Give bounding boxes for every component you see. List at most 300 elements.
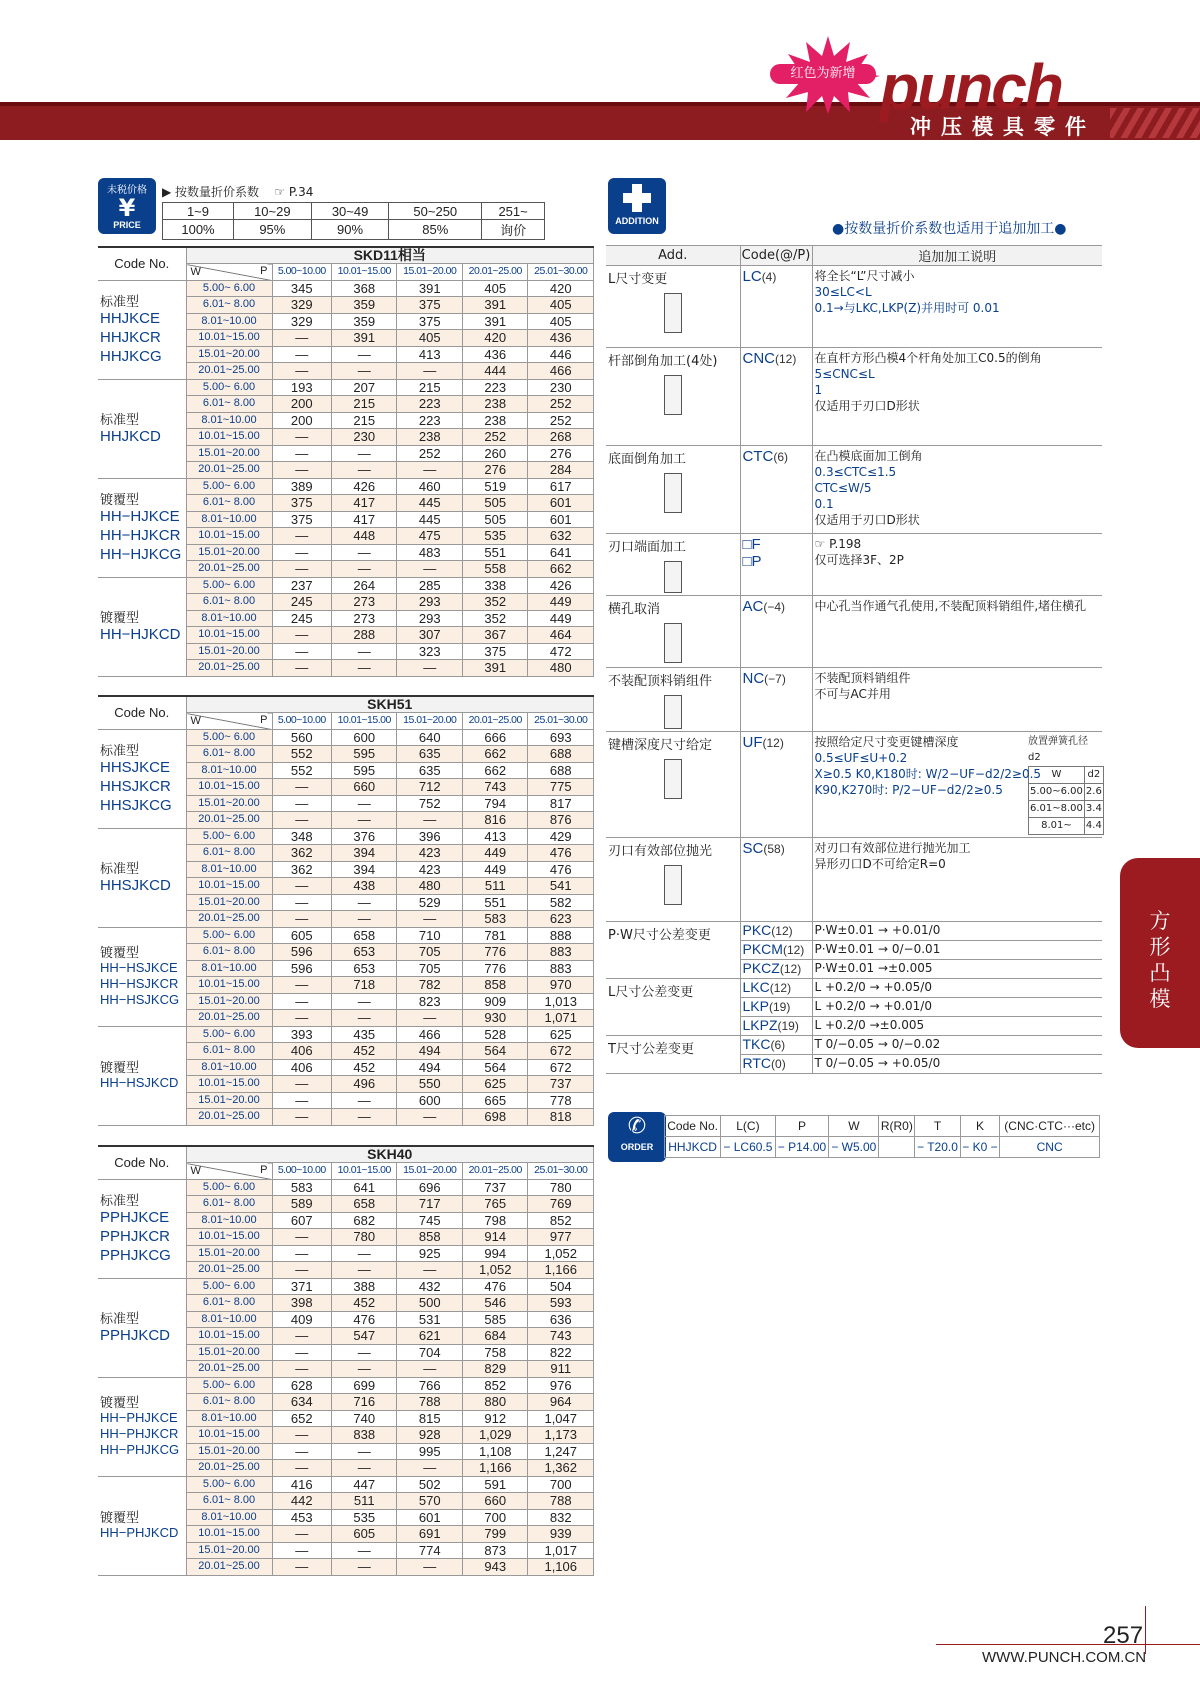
- code-name: HH−HJKCR: [100, 526, 181, 544]
- price-cell: 776: [462, 960, 528, 977]
- price-cell: —: [272, 643, 331, 660]
- price-cell: 230: [331, 429, 397, 446]
- price-cell: 1,047: [528, 1410, 594, 1427]
- code-name: PPHJKCG: [100, 1246, 171, 1264]
- price-cell: 873: [462, 1542, 528, 1559]
- spring-cell: 6.01~8.00: [1029, 801, 1085, 818]
- price-cell: —: [272, 1559, 331, 1576]
- tolerance-name-label: T尺寸公差变更: [608, 1042, 694, 1057]
- tolerance-code-label: PKCZ: [742, 960, 780, 976]
- price-cell: —: [397, 462, 463, 479]
- order-value-cell: − W5.00: [829, 1137, 879, 1158]
- price-cell: 215: [331, 412, 397, 429]
- price-cell: 519: [462, 478, 528, 495]
- w-range-cell: 10.01~15.00: [186, 1076, 272, 1093]
- price-cell: —: [272, 1460, 331, 1477]
- price-cell: 446: [528, 346, 594, 363]
- code-cell: [98, 379, 186, 478]
- price-cell: 712: [397, 779, 463, 796]
- p-range-header: 25.01~30.00: [528, 713, 594, 730]
- w-range-cell: 15.01~20.00: [186, 1443, 272, 1460]
- order-value-cell: − K0 −: [960, 1137, 1000, 1158]
- price-cell: 376: [331, 828, 397, 845]
- code-name: HH−HSJKCR: [100, 976, 179, 991]
- price-cell: 766: [397, 1377, 463, 1394]
- price-cell: 660: [331, 779, 397, 796]
- code-name: HHJKCG: [100, 347, 162, 365]
- price-cell: 405: [397, 330, 463, 347]
- price-cell: —: [272, 795, 331, 812]
- punch-type: 镀覆型: [100, 491, 140, 507]
- price-cell: 426: [528, 577, 594, 594]
- addition-name: [606, 348, 740, 446]
- price-cell: 858: [397, 1229, 463, 1246]
- price-cell: 1,017: [528, 1542, 594, 1559]
- w-range-cell: 10.01~15.00: [186, 878, 272, 895]
- price-cell: 264: [331, 577, 397, 594]
- price-cell: 284: [528, 462, 594, 479]
- price-cell: 778: [528, 1092, 594, 1109]
- w-range-cell: 15.01~20.00: [186, 1092, 272, 1109]
- price-cell: 653: [331, 960, 397, 977]
- discount-qty-cell: 50~250: [389, 203, 482, 220]
- tolerance-code: [740, 1055, 812, 1074]
- code-name: PPHJKCD: [100, 1326, 171, 1344]
- price-icon: 未税价格 ¥ PRICE: [98, 178, 156, 234]
- price-cell: 423: [397, 845, 463, 862]
- price-cell: 822: [528, 1344, 594, 1361]
- addition-name-label: 底面倒角加工: [608, 452, 687, 467]
- code-name: HH−HSJKCE: [100, 960, 178, 975]
- price-cell: 583: [462, 911, 528, 928]
- price-cell: 551: [462, 894, 528, 911]
- code-name: HHSJKCG: [100, 796, 172, 814]
- price-cell: 994: [462, 1245, 528, 1262]
- code-name: HHJKCE: [100, 309, 161, 327]
- price-cell: —: [331, 1245, 397, 1262]
- w-range-cell: 15.01~20.00: [186, 544, 272, 561]
- addition-desc: [812, 668, 1102, 732]
- order-header-cell: (CNC·CTC···etc): [1000, 1116, 1100, 1137]
- order-icon: ✆ ORDER: [608, 1112, 666, 1162]
- price-cell: —: [331, 561, 397, 578]
- tolerance-code-label: LKC: [742, 979, 770, 995]
- price-cell: 699: [331, 1377, 397, 1394]
- price-cell: 409: [272, 1311, 331, 1328]
- new-items-badge: 红色为新增: [770, 64, 876, 84]
- price-cell: 672: [528, 1059, 594, 1076]
- addition-code-label: LC: [742, 268, 762, 285]
- w-range-cell: 15.01~20.00: [186, 795, 272, 812]
- tolerance-desc: P·W±0.01 →±0.005: [812, 960, 1102, 979]
- punch-type: 标准型: [100, 293, 140, 309]
- w-range-cell: 10.01~15.00: [186, 1328, 272, 1345]
- price-cell: —: [331, 993, 397, 1010]
- punch-type: 标准型: [100, 411, 140, 427]
- price-cell: 1,166: [528, 1262, 594, 1279]
- w-range-cell: 20.01~25.00: [186, 1361, 272, 1378]
- price-cell: 504: [528, 1278, 594, 1295]
- tolerance-code-num: (19): [768, 1000, 791, 1014]
- price-cell: 375: [272, 511, 331, 528]
- price-cell: 375: [462, 643, 528, 660]
- price-cell: 838: [331, 1427, 397, 1444]
- price-cell: 798: [462, 1212, 528, 1229]
- price-cell: 452: [331, 1059, 397, 1076]
- w-range-cell: 10.01~15.00: [186, 977, 272, 994]
- order-header-cell: R(R0): [879, 1116, 915, 1137]
- price-cell: 436: [462, 346, 528, 363]
- price-cell: 817: [528, 795, 594, 812]
- price-cell: 829: [462, 1361, 528, 1378]
- price-cell: 391: [397, 280, 463, 297]
- p-range-header: 5.00~10.00: [272, 1163, 331, 1180]
- discount-qty-cell: 10~29: [233, 203, 311, 220]
- price-cell: 704: [397, 1344, 463, 1361]
- w-range-cell: 5.00~ 6.00: [186, 478, 272, 495]
- spring-hole-title: 放置弹簧孔径d2: [1028, 736, 1088, 763]
- addition-desc-line: 0.1→与LKC,LKP(Z)并用时可 0.01: [814, 301, 1000, 315]
- spring-hole-table: [1028, 734, 1100, 835]
- price-cell: 230: [528, 379, 594, 396]
- price-cell: —: [397, 1109, 463, 1126]
- addition-row: [606, 732, 1102, 838]
- w-range-cell: 8.01~10.00: [186, 610, 272, 627]
- diagram-icon: [664, 293, 682, 333]
- price-cell: 635: [397, 762, 463, 779]
- w-label: W: [190, 714, 201, 727]
- addition-name: [606, 446, 740, 534]
- price-cell: 752: [397, 795, 463, 812]
- material-name: SKH40: [186, 1146, 594, 1163]
- addition-desc: [812, 348, 1102, 446]
- price-cell: 329: [272, 313, 331, 330]
- price-cell: 700: [462, 1509, 528, 1526]
- price-cell: 558: [462, 561, 528, 578]
- price-cell: —: [331, 1010, 397, 1027]
- discount-rate-cell: 85%: [389, 220, 482, 240]
- price-cell: 740: [331, 1410, 397, 1427]
- p-range-header: 25.01~30.00: [528, 1163, 594, 1180]
- price-cell: 394: [331, 845, 397, 862]
- diagram-icon: [664, 695, 682, 729]
- price-cell: —: [272, 561, 331, 578]
- price-cell: —: [272, 462, 331, 479]
- price-cell: 605: [331, 1526, 397, 1543]
- price-cell: 396: [397, 828, 463, 845]
- price-cell: 359: [331, 297, 397, 314]
- w-range-cell: 20.01~25.00: [186, 1460, 272, 1477]
- code-cell: [98, 828, 186, 927]
- price-cell: 389: [272, 478, 331, 495]
- price-cell: —: [272, 1361, 331, 1378]
- w-label: W: [190, 265, 201, 278]
- price-cell: 605: [272, 927, 331, 944]
- website-url[interactable]: WWW.PUNCH.COM.CN: [982, 1649, 1147, 1666]
- punch-type: 镀覆型: [100, 1060, 140, 1075]
- price-cell: 260: [462, 445, 528, 462]
- price-cell: 238: [462, 412, 528, 429]
- w-range-cell: 6.01~ 8.00: [186, 1043, 272, 1060]
- price-cell: 293: [397, 594, 463, 611]
- price-cell: 943: [462, 1559, 528, 1576]
- tolerance-code-label: RTC: [742, 1055, 772, 1071]
- w-range-cell: 10.01~15.00: [186, 429, 272, 446]
- price-cell: 276: [528, 445, 594, 462]
- price-cell: 876: [528, 812, 594, 829]
- price-cell: 888: [528, 927, 594, 944]
- tolerance-desc: L +0.2/0 →±0.005: [812, 1017, 1102, 1036]
- addition-desc: [812, 266, 1102, 348]
- price-cell: 215: [331, 396, 397, 413]
- price-table: [98, 695, 594, 1126]
- punch-type: 标准型: [100, 1192, 140, 1208]
- addition-code: [740, 732, 812, 838]
- price-cell: —: [397, 1010, 463, 1027]
- addition-icon: ADDITION: [608, 178, 666, 234]
- price-cell: 505: [462, 511, 528, 528]
- price-cell: 352: [462, 610, 528, 627]
- price-cell: 911: [528, 1361, 594, 1378]
- tolerance-code: [740, 1036, 812, 1055]
- price-cell: 774: [397, 1542, 463, 1559]
- tolerance-row: [606, 979, 1102, 998]
- price-cell: —: [331, 445, 397, 462]
- addition-code: [740, 668, 812, 732]
- price-cell: —: [397, 911, 463, 928]
- price-cell: 200: [272, 396, 331, 413]
- w-range-cell: 6.01~ 8.00: [186, 495, 272, 512]
- price-cell: 276: [462, 462, 528, 479]
- price-cell: —: [272, 429, 331, 446]
- price-cell: 449: [462, 845, 528, 862]
- w-range-cell: 5.00~ 6.00: [186, 379, 272, 396]
- addition-desc-line: 按照给定尺寸变更键槽深度: [814, 735, 959, 749]
- price-cell: —: [397, 660, 463, 677]
- price-cell: —: [272, 1344, 331, 1361]
- price-cell: 388: [331, 1278, 397, 1295]
- tolerance-code-num: (6): [770, 1038, 786, 1052]
- w-p-header: [186, 713, 272, 730]
- w-range-cell: 20.01~25.00: [186, 561, 272, 578]
- w-range-cell: 6.01~ 8.00: [186, 746, 272, 763]
- price-cell: 413: [462, 828, 528, 845]
- addition-name-label: 横孔取消: [608, 602, 661, 617]
- price-cell: 362: [272, 861, 331, 878]
- price-cell: 589: [272, 1196, 331, 1213]
- addition-code: [740, 838, 812, 922]
- w-range-cell: 6.01~ 8.00: [186, 1394, 272, 1411]
- price-cell: 632: [528, 528, 594, 545]
- addition-row: [606, 266, 1102, 348]
- addition-desc-line: 仅可选择3F、2P: [814, 553, 904, 567]
- w-range-cell: 5.00~ 6.00: [186, 1278, 272, 1295]
- price-cell: 429: [528, 828, 594, 845]
- addition-code-num: (58): [763, 842, 785, 856]
- addition-row: [606, 348, 1102, 446]
- table-row: [98, 1476, 594, 1493]
- price-cell: —: [331, 894, 397, 911]
- discount-rate-cell: 询价: [482, 220, 545, 240]
- price-cell: —: [397, 1460, 463, 1477]
- order-value-cell: − T20.0: [915, 1137, 960, 1158]
- order-header-cell: W: [829, 1116, 879, 1137]
- price-cell: 570: [397, 1493, 463, 1510]
- price-cell: 641: [528, 544, 594, 561]
- price-cell: 652: [272, 1410, 331, 1427]
- addition-code-num: (4): [761, 270, 777, 284]
- code-name: HH−HSJKCG: [100, 992, 180, 1007]
- addition-desc-line: 仅适用于刃口D形状: [814, 513, 920, 527]
- addition-code-label: SC: [742, 840, 764, 857]
- price-cell: —: [272, 1526, 331, 1543]
- addition-code-num: (−4): [763, 600, 786, 614]
- tolerance-code-num: (19): [777, 1019, 799, 1033]
- p-range-header: 15.01~20.00: [397, 713, 463, 730]
- code-name: HH−PHJKCG: [100, 1442, 180, 1457]
- price-cell: 601: [528, 511, 594, 528]
- price-cell: 794: [462, 795, 528, 812]
- w-range-cell: 5.00~ 6.00: [186, 1377, 272, 1394]
- w-range-cell: 5.00~ 6.00: [186, 577, 272, 594]
- addition-code-label: UF: [742, 734, 763, 751]
- price-cell: —: [331, 1109, 397, 1126]
- w-range-cell: 20.01~25.00: [186, 363, 272, 380]
- price-cell: 480: [528, 660, 594, 677]
- price-cell: 635: [397, 746, 463, 763]
- w-range-cell: 10.01~15.00: [186, 627, 272, 644]
- price-cell: 375: [272, 495, 331, 512]
- discount-rate-cell: 90%: [311, 220, 389, 240]
- price-cell: 288: [331, 627, 397, 644]
- p-range-header: 10.01~15.00: [331, 1163, 397, 1180]
- tolerance-row: [606, 922, 1102, 941]
- page-number: 257: [1103, 1622, 1144, 1649]
- order-header-cell: P: [775, 1116, 829, 1137]
- price-cell: 452: [331, 1043, 397, 1060]
- order-example-table: [664, 1115, 1100, 1158]
- price-cell: —: [272, 993, 331, 1010]
- code-cell: [98, 280, 186, 379]
- price-cell: 691: [397, 1526, 463, 1543]
- price-cell: 781: [462, 927, 528, 944]
- price-cell: 705: [397, 960, 463, 977]
- price-cell: 640: [397, 729, 463, 746]
- price-cell: —: [331, 1559, 397, 1576]
- diagram-icon: [664, 759, 682, 799]
- code-cell: [98, 1476, 186, 1575]
- price-cell: 423: [397, 861, 463, 878]
- price-cell: 511: [462, 878, 528, 895]
- price-cell: —: [272, 627, 331, 644]
- price-cell: —: [331, 1092, 397, 1109]
- price-cell: 323: [397, 643, 463, 660]
- price-cell: 995: [397, 1443, 463, 1460]
- price-cell: 662: [528, 561, 594, 578]
- tolerance-code-label: PKCM: [742, 941, 783, 957]
- price-cell: —: [331, 346, 397, 363]
- price-cell: 307: [397, 627, 463, 644]
- price-cell: 362: [272, 845, 331, 862]
- price-cell: 207: [331, 379, 397, 396]
- addition-code: [740, 266, 812, 348]
- material-name: SKH51: [186, 696, 594, 713]
- code-name: PPHJKCE: [100, 1208, 170, 1226]
- addition-desc-line: X≥0.5 K0,K180时: W/2−UF−d2/2≥0.5: [814, 767, 1042, 781]
- price-cell: 223: [462, 379, 528, 396]
- price-cell: —: [397, 812, 463, 829]
- price-cell: 964: [528, 1394, 594, 1411]
- price-cell: 769: [528, 1196, 594, 1213]
- w-range-cell: 10.01~15.00: [186, 1229, 272, 1246]
- w-range-cell: 8.01~10.00: [186, 511, 272, 528]
- code-name: HH−PHJKCR: [100, 1426, 179, 1441]
- w-range-cell: 15.01~20.00: [186, 1542, 272, 1559]
- price-cell: 832: [528, 1509, 594, 1526]
- spring-cell: 4.4: [1084, 818, 1103, 835]
- price-cell: —: [272, 977, 331, 994]
- w-range-cell: 8.01~10.00: [186, 1509, 272, 1526]
- tolerance-code-label: PKC: [742, 922, 772, 938]
- code-cell: [98, 729, 186, 828]
- price-cell: 375: [397, 297, 463, 314]
- price-cell: 628: [272, 1377, 331, 1394]
- addition-desc: [812, 446, 1102, 534]
- price-cell: 476: [462, 1278, 528, 1295]
- punch-type: 标准型: [100, 1310, 140, 1326]
- price-cell: —: [331, 1344, 397, 1361]
- price-cell: 500: [397, 1295, 463, 1312]
- tolerance-code-num: (0): [771, 1057, 786, 1071]
- tolerance-code: [740, 941, 812, 960]
- price-cell: 1,052: [528, 1245, 594, 1262]
- w-range-cell: 20.01~25.00: [186, 812, 272, 829]
- price-cell: 976: [528, 1377, 594, 1394]
- p-range-header: 10.01~15.00: [331, 713, 397, 730]
- price-cell: —: [397, 1262, 463, 1279]
- price-cell: 420: [462, 330, 528, 347]
- price-cell: 453: [272, 1509, 331, 1526]
- price-cell: 541: [528, 878, 594, 895]
- addition-name: [606, 838, 740, 922]
- price-cell: —: [272, 878, 331, 895]
- price-cell: 245: [272, 594, 331, 611]
- discount-qty-cell: 30~49: [311, 203, 389, 220]
- price-cell: 449: [462, 861, 528, 878]
- price-cell: 700: [528, 1476, 594, 1493]
- price-cell: 223: [397, 412, 463, 429]
- tolerance-desc: T 0/−0.05 → +0.05/0: [812, 1055, 1102, 1074]
- w-label: W: [190, 1164, 201, 1177]
- price-cell: 505: [462, 495, 528, 512]
- p-label: P: [260, 714, 268, 726]
- price-cell: 666: [462, 729, 528, 746]
- tolerance-desc: L +0.2/0 → +0.01/0: [812, 998, 1102, 1017]
- price-cell: 475: [397, 528, 463, 545]
- price-cell: 596: [272, 960, 331, 977]
- tolerance-code-label: TKC: [742, 1036, 771, 1052]
- code-name: HH−HJKCD: [100, 625, 181, 643]
- price-cell: 737: [528, 1076, 594, 1093]
- addition-code-label: AC: [742, 598, 764, 615]
- w-p-header: [186, 264, 272, 281]
- discount-page-link[interactable]: ☞ P.34: [274, 185, 314, 199]
- price-cell: 367: [462, 627, 528, 644]
- price-cell: 200: [272, 412, 331, 429]
- code-cell: [98, 1026, 186, 1125]
- price-cell: 494: [397, 1059, 463, 1076]
- tolerance-desc: P·W±0.01 → 0/−0.01: [812, 941, 1102, 960]
